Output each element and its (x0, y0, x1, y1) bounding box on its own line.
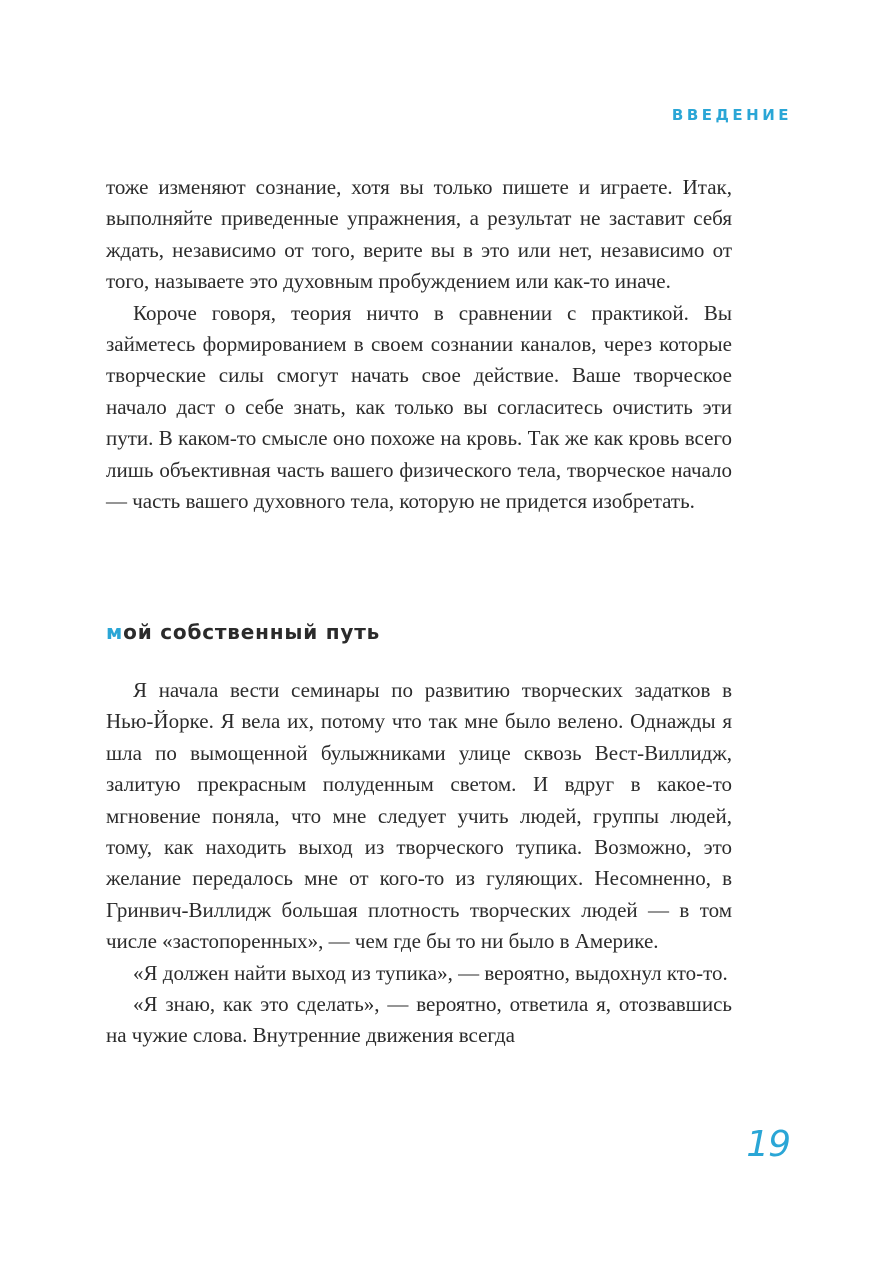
page-number: 19 (746, 1124, 790, 1165)
body-text-top (106, 172, 732, 517)
paragraph: Я начала вести семинары по развитию творческих задатков в Нью-Йорке. Я вела их, потому что так мне было велено. Однажды я шла по вымощенной булыжниками улице сквозь Вест-Виллидж, залитую прекрасным полуденным светом. И вдруг в какое-то мгновение поняла, что мне следует учить людей, группы людей, тому, как находить выход из творческого тупика. Возможно, это желание передалось мне от кого-то из гуляющих. Несомненно, в Гринвич-Виллидж большая плотность творческих людей — в том числе «застопоренных», — чем где бы то ни было в Америке. (106, 678, 732, 954)
paragraph: «Я должен найти выход из тупика», — вероятно, выдохнул кто-то. (133, 960, 728, 985)
paragraph: «Я знаю, как это сделать», — вероятно, ответила я, отозвавшись на чужие слова. Внутренние движения всегда (106, 992, 732, 1048)
paragraph: Короче говоря, теория ничто в сравнении с практикой. Вы займетесь формированием в своем сознании каналов, через которые творческие силы смогут начать свое действие. Ваше творческое начало даст о себе знать, как только вы согласитесь очистить эти пути. В каком-то смысле оно похоже на кровь. Так же как кровь всего лишь объективная часть вашего физического тела, творческое начало — часть вашего духовного тела, которую не придется изобретать. (106, 300, 732, 514)
body-text-bottom (106, 675, 732, 1052)
section-heading (106, 620, 380, 644)
section-heading-initial: м (106, 620, 124, 644)
section-heading-text: ой собственный путь (123, 620, 381, 644)
running-header: ВВЕДЕНИЕ (671, 106, 792, 124)
paragraph: тоже изменяют сознание, хотя вы только пишете и играете. Итак, выполняйте приведенные упражнения, а результат не заставит себя ждать, независимо от того, верите вы в это или нет, независимо от того, называете это духовным пробуждением или как-то иначе. (106, 175, 732, 294)
